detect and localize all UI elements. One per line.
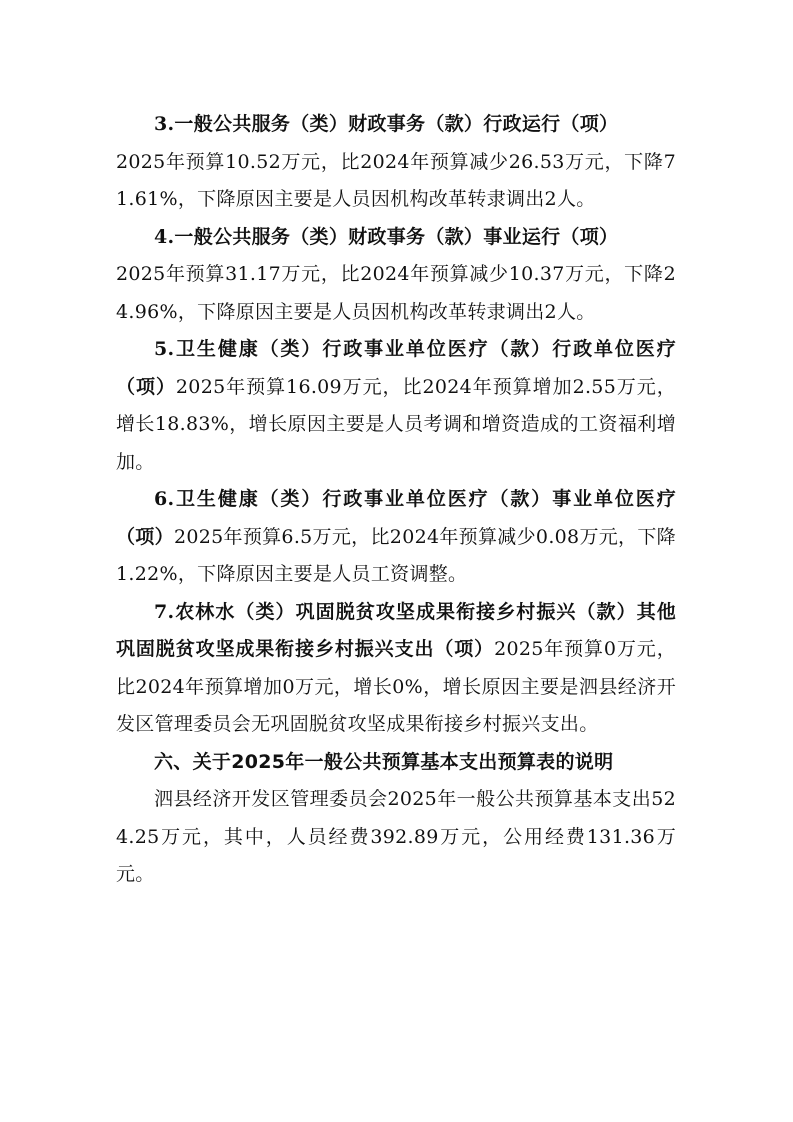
budget-item-6 <box>116 481 676 594</box>
item-heading: 3.一般公共服务（类）财政事务（款）行政运行（项） <box>154 113 619 135</box>
item-body: 2025年预算16.09万元，比2024年预算增加2.55万元，增长18.83%，增长原因主要是人员考调和增资造成的工资福利增加。 <box>116 375 676 473</box>
section-6-body: 泗县经济开发区管理委员会2025年一般公共预算基本支出524.25万元，其中，人员经费392.89万元，公用经费131.36万元。 <box>116 788 676 885</box>
item-heading: 4.一般公共服务（类）财政事务（款）事业运行（项） <box>154 225 619 248</box>
budget-item-7 <box>116 594 676 744</box>
item-body: 2025年预算6.5万元，比2024年预算减少0.08万元，下降1.22%，下降原因主要是人员工资调整。 <box>116 525 676 585</box>
item-body: 2025年预算0万元，比2024年预算增加0万元，增长0%，增长原因主要是泗县经济开发区管理委员会无巩固脱贫攻坚成果衔接乡村振兴支出。 <box>116 638 676 735</box>
item-heading: 6.卫生健康（类）行政事业单位医疗（款）事业单位医疗（项） <box>116 488 676 548</box>
budget-item-5 <box>116 331 676 481</box>
item-body: 2025年预算10.52万元，比2024年预算减少26.53万元，下降71.61%，下降原因主要是人员因机构改革转隶调出2人。 <box>116 150 676 210</box>
budget-item-4 <box>116 219 676 332</box>
item-body: 2025年预算31.17万元，比2024年预算减少10.37万元，下降24.96%，下降原因主要是人员因机构改革转隶调出2人。 <box>116 263 676 323</box>
section-6-title: 六、关于2025年一般公共预算基本支出预算表的说明 <box>154 750 614 773</box>
item-heading: 5.卫生健康（类）行政事业单位医疗（款）行政单位医疗（项） <box>116 338 676 398</box>
item-heading: 7.农林水（类）巩固脱贫攻坚成果衔接乡村振兴（款）其他巩固脱贫攻坚成果衔接乡村振兴支出（项） <box>116 600 676 660</box>
document-content <box>116 106 676 894</box>
budget-item-3 <box>116 106 676 219</box>
